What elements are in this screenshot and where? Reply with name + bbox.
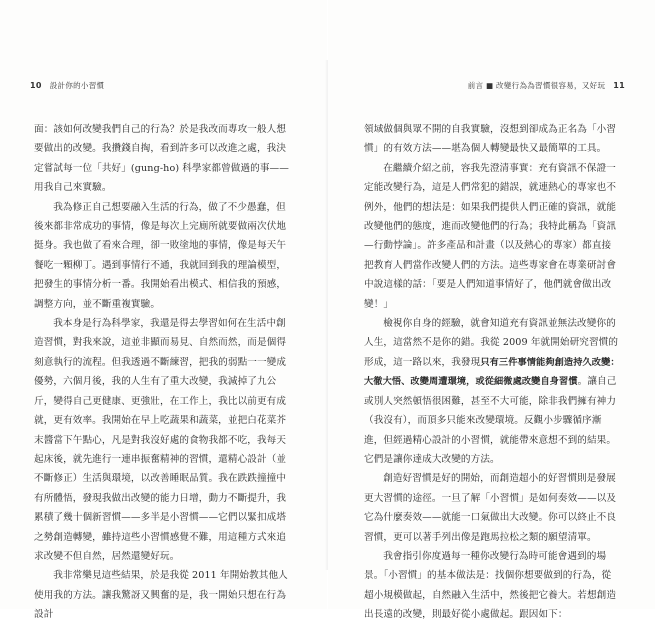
right-paragraph-3-emphasis: 只有三件事情能夠創造持久改變：大徹大悟、改變周遭環境，或從細微處改變自身習慣 xyxy=(364,356,620,388)
right-paragraph-3-tail: 。讓自己或別人突然頓悟很困難，甚至不大可能，除非我們擁有神力（我沒有），而頂多只能來改變環境。反觀小步驟循序漸進，但經過精心設計的小習慣，就能帶來意想不到的結果。它們是讓你達成大改變的方法。 xyxy=(364,376,617,465)
right-running-header xyxy=(468,80,625,91)
left-paragraph-4: 我非常樂見這些結果，於是我從 2011 年開始教其他人使用我的方法。讓我驚訝又興奮的是，我一開始只想在行為設計 xyxy=(34,570,288,621)
left-running-header xyxy=(30,80,104,91)
right-body-text xyxy=(364,120,620,625)
right-page xyxy=(328,0,655,621)
left-paragraph-2: 我為修正自己想要融入生活的行為，做了不少愚蠢，但後來都非常成功的事情，像是每次上完廁所就要做兩次伏地挺身。我也做了看來合理，卻一敗塗地的事情，像是每天午餐吃一顆柳丁。遇到事情行不通，我就回到我的理論模型，把發生的事情分析一番。我開始看出模式、相信我的預感，調整方向，並不斷重複實驗。 xyxy=(34,201,287,310)
right-page-number: 11 xyxy=(613,81,625,90)
left-paragraph-3: 我本身是行為科學家，我還是得去學習如何在生活中創造習慣，對我來說，這並非顯而易見、自然而然，而是個得刻意執行的流程。但我透過不斷練習，把我的弱點一一變成優勢，六個月後，我的人生有了重大改變，我減掉了九公斤，變得自己更健康、更強壯，在工作上，我比以前更有成就，更有效率。我開始在早上吃蔬果和蔬菜，並把白花菜芥末醬當下午點心，凡是對我沒好處的食物我都不吃，我每天起床後，就先進行一連串振奮精神的習慣，還精心設計（並不斷修正）生活與環境，以改善睡眠品質。我在跌跌撞撞中有所體悟，發現我做出改變的能力日增，動力不斷提升，我累積了幾十個新習慣——多半是小習慣——它們以緊扣成塔之勢創造轉變，雖持這些小習慣感覺不難，用這種方式來追求改變不但自然，居然還變好玩。 xyxy=(34,318,287,562)
left-header-title: 設計你的小習慣 xyxy=(49,81,105,90)
left-page xyxy=(0,0,327,621)
right-paragraph-3 xyxy=(364,314,620,469)
left-paragraph-1: 面：該如何改變我們自己的行為？於是我改而專攻一般人想要做出的改變。我攢錢自掏，看到許多可以改進之處，我決定嘗試每一位「共好」(gung-ho) 科學家都曾做過的事——用我自己來實驗。 xyxy=(34,124,289,194)
right-paragraph-4: 創造好習慣是好的開始，而創造超小的好習慣則是發展更大習慣的途徑。一旦了解「小習慣」是如何奏效——以及它為什麼奏效——就能一口氣做出大改變。你可以終止不良習慣，更可以著手列出像是跑馬拉松之類的願望清單。 xyxy=(364,473,617,543)
left-page-number: 10 xyxy=(30,81,42,90)
right-paragraph-1: 領域做個與眾不開的自我實驗，沒想到卻成為正名為「小習慣」的有效方法——堪為個人轉變最快又最簡單的工具。 xyxy=(364,124,617,155)
right-paragraph-2: 在繼續介紹之前，容我先澄清事實：充有資訊不保證一定能改變行為，這是人們常犯的錯誤，就連熱心的專家也不例外，他們的想法是：如果我們提供人們正確的資訊，就能改變他們的態度，進而改變他們的行為；我特此稱為「資訊—行動悖論」。許多產品和計畫（以及熱心的專家）都直接把教育人們當作改變人們的方法。這些專家會在專業研討會中說這樣的話：「要是人們知道事情好了，他們就會做出改變！」 xyxy=(364,162,617,310)
left-body-text xyxy=(34,120,290,625)
right-paragraph-5: 我會指引你度過每一種你改變行為時可能會遇到的場景。「小習慣」的基本做法是：找個你想要做到的行為，從超小規模做起，自然融入生活中，然後把它養大。若想創造出長遠的改變，則最好從小處做起。跟因如下： xyxy=(364,550,617,621)
right-paragraph-3-lead: 檢視你自身的經驗，就會知道充有資訊並無法改變你的人生，這當然不是你的錯。我從 2009 年就開始研究習慣的形成，這一路以來，我發現 xyxy=(364,318,619,368)
right-header-title: 前言 ■ 改變行為為習慣很容易，又好玩 xyxy=(467,81,606,90)
